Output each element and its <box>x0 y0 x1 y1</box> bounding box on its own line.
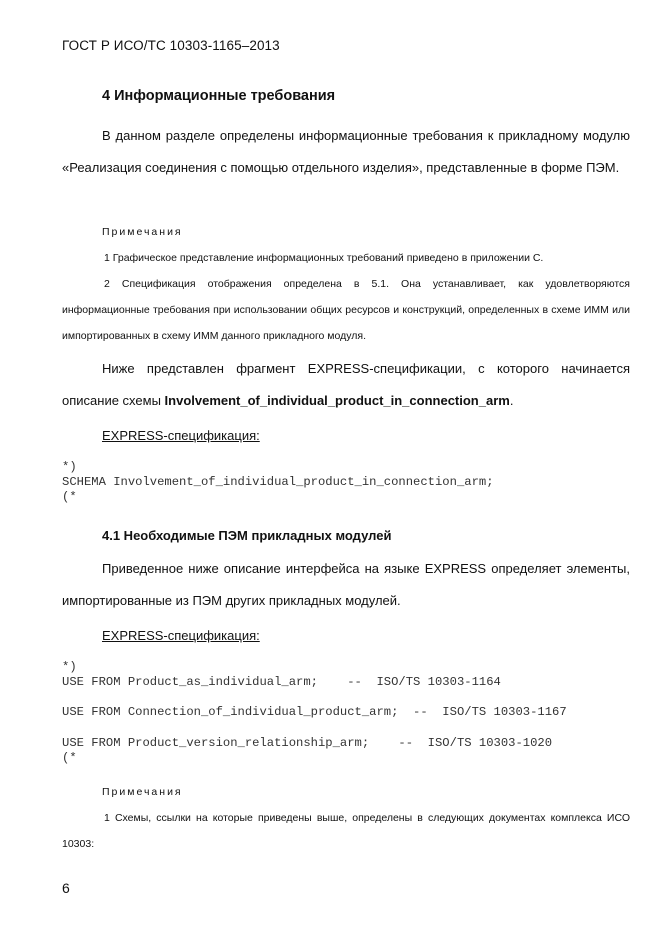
section-4-intro: В данном разделе определены информационные требования к прикладному модулю «Реализация соединения с помощью отдельного изделия», представленные в форме ПЭМ. <box>62 128 630 175</box>
page-number: 6 <box>62 880 70 896</box>
code-use-from-line: USE FROM Connection_of_individual_product_arm; -- ISO/TS 10303-1167 <box>62 705 567 719</box>
express-spec-label-2: EXPRESS-спецификация: <box>102 628 260 643</box>
code-comment-close-1: (* <box>62 490 77 504</box>
section-4-1-title: 4.1 Необходимые ПЭМ прикладных модулей <box>102 528 392 543</box>
schema-name: Involvement_of_individual_product_in_connection_arm <box>164 393 510 408</box>
note-1-2: 2 Спецификация отображения определена в 5.1. Она устанавливает, как удовлетворяются информационные требования при использовании общих ресурсов и конструкций, определенных в схеме ИММ или импортированных в схему ИММ данного прикладного модуля. <box>62 278 630 342</box>
note-1-1: 1 Графическое представление информационных требований приведено в приложении С. <box>104 252 544 264</box>
express-intro-text: Ниже представлен фрагмент EXPRESS-спецификации, с которого начинается описание схемы <box>62 361 630 408</box>
code-comment-open-2: *) <box>62 660 77 674</box>
section-4-1-intro: Приведенное ниже описание интерфейса на языке EXPRESS определяет элементы, импортированные из ПЭМ других прикладных модулей. <box>62 561 630 608</box>
code-comment-close-2: (* <box>62 751 77 765</box>
code-comment-open-1: *) <box>62 460 77 474</box>
code-use-from-line: USE FROM Product_as_individual_arm; -- ISO/TS 10303-1164 <box>62 675 501 689</box>
express-spec-label-1: EXPRESS-спецификация: <box>102 428 260 443</box>
express-intro-paragraph <box>62 353 630 417</box>
note-2-1: 1 Схемы, ссылки на которые приведены выше, определены в следующих документах комплекса ИСО 10303: <box>62 812 630 850</box>
code-use-from-line: USE FROM Product_version_relationship_arm; -- ISO/TS 10303-1020 <box>62 736 553 750</box>
notes-1-title: Примечания <box>102 226 183 238</box>
express-intro-end: . <box>509 393 514 408</box>
code-schema-line: SCHEMA Involvement_of_individual_product_in_connection_arm; <box>62 475 494 489</box>
section-4-title: 4 Информационные требования <box>102 88 336 104</box>
document-header: ГОСТ Р ИСО/ТС 10303-1165–2013 <box>62 38 280 53</box>
notes-2-title: Примечания <box>102 786 183 798</box>
